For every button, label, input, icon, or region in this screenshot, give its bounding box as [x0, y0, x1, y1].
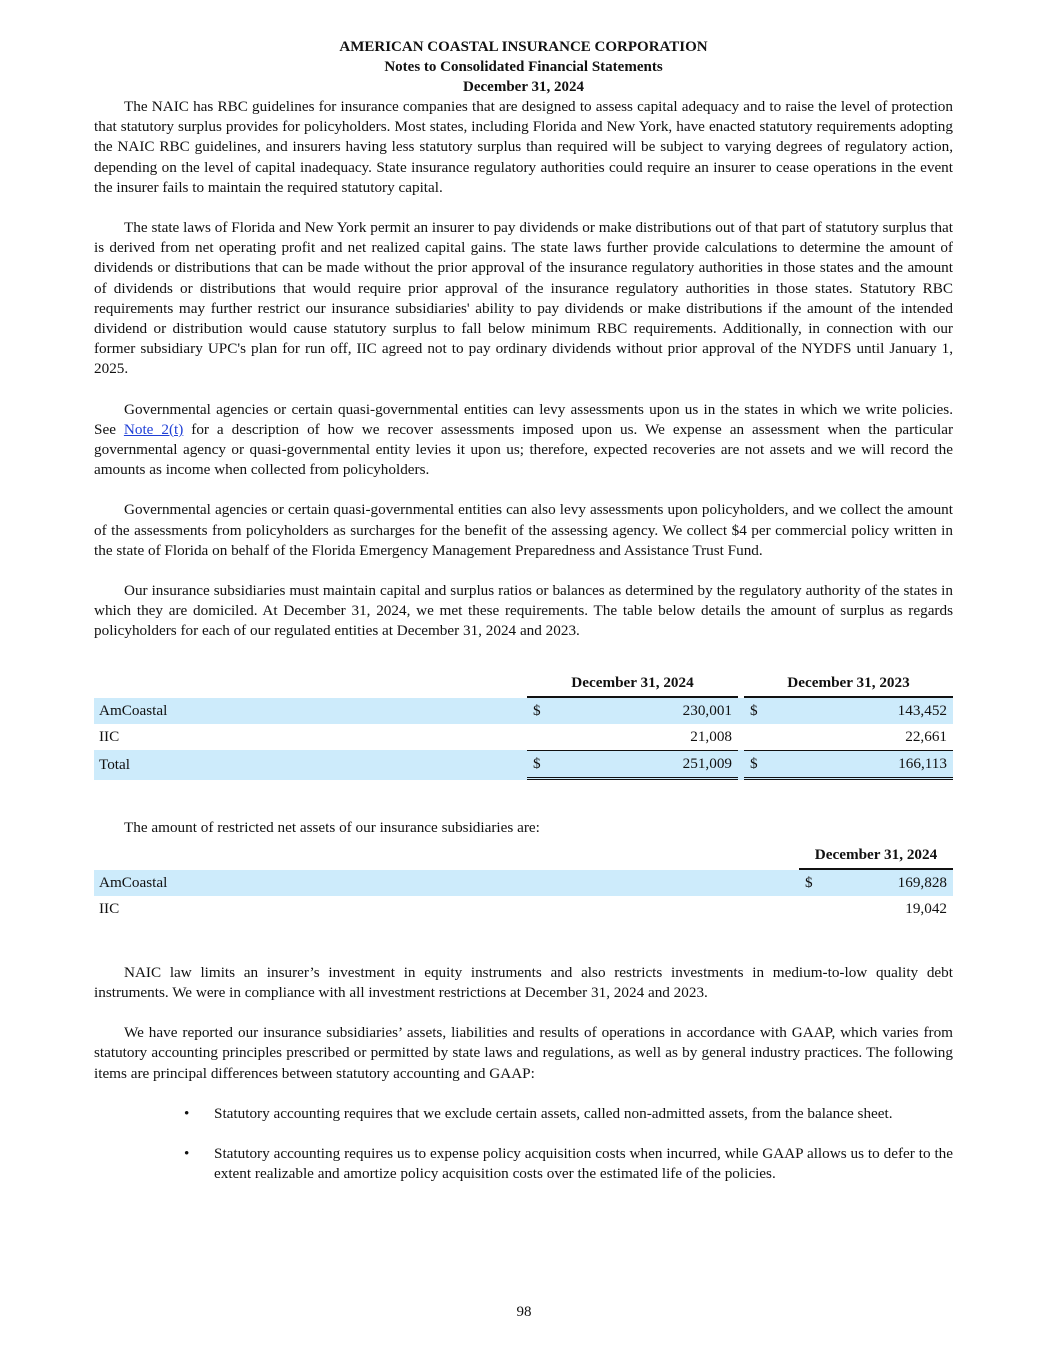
bullet-item: • Statutory accounting requires that we exclude certain assets, called non-admitted assets, from the balance sheet. — [214, 1104, 953, 1124]
table-row: AmCoastal $ 169,828 — [94, 870, 953, 896]
bullet-icon: • — [184, 1104, 190, 1122]
paragraph-investment-limits: NAIC law limits an insurer’s investment in equity instruments and also restricts investments in medium-to-low quality debt instruments. We were in compliance with all investment restrictions at December 31, 2024 and 2023. — [94, 963, 953, 1002]
column-header: December 31, 2023 — [744, 670, 953, 698]
paragraph-capital-requirements: Our insurance subsidiaries must maintain capital and surplus ratios or balances as determined by the regulatory authority of the states in which they are domiciled. At December 31, 2024, we met these requirements. The table below details the amount of surplus as regards policyholders for each of our regulated entities at December 31, 2024 and 2023. — [94, 582, 953, 640]
document-date: December 31, 2024 — [463, 79, 584, 95]
page-header — [94, 0, 953, 97]
paragraph-assessments-on-us: Governmental agencies or certain quasi-governmental entities can levy assessments upon us in the states in which we write policies. See Note 2(t) for a description of how we recover assessments imposed upon us. We expense an assessment when the particular governmental agency or quasi-governmental entity levies it upon us; therefore, expected recoveries are not assets and we will record the amounts as income when collected from policyholders. — [94, 400, 954, 479]
company-name: AMERICAN COASTAL INSURANCE CORPORATION — [339, 39, 708, 55]
document-subtitle: Notes to Consolidated Financial Statements — [384, 59, 663, 75]
surplus-table — [94, 670, 953, 780]
bullet-item: • Statutory accounting requires us to expense policy acquisition costs when incurred, while GAAP allows us to defer to the extent realizable and amortize policy acquisition costs over the estimated life of the policies. — [184, 1145, 953, 1183]
page-number: 98 — [516, 1304, 532, 1320]
table-row: AmCoastal $ 230,001 $ 143,452 — [94, 698, 953, 724]
note-2t-link[interactable]: Note 2(t) — [123, 420, 184, 438]
table-row: IIC 21,008 22,661 — [99, 727, 947, 745]
paragraph-assessments-on-policyholders: Governmental agencies or certain quasi-governmental entities can also levy assessments upon policyholders, and we collect the amount of the assessments from policyholders as surcharges for the benefit of the assessing agency. We collect $4 per commercial policy written in the state of Florida on behalf of the Florida Emergency Management Preparedness and Assistance Trust Fund. — [94, 501, 953, 559]
paragraph-restricted-assets: The amount of restricted net assets of our insurance subsidiaries are: — [124, 818, 540, 836]
paragraph-dividends: The state laws of Florida and New York permit an insurer to pay dividends or make distributions out of that part of statutory surplus that is derived from net operating profit and net realized capital gains. The state laws further provide calculations to determine the amount of dividends or distributions that can be made without the prior approval of the insurance regulatory authorities in those states and the amount of dividends or distributions that would require prior approval of the insurance regulatory authorities in those states. Statutory RBC requirements may further restrict our insurance subsidiaries' ability to pay dividends or make distributions if the amount of the intended dividend or distribution would cause statutory surplus to fall below minimum RBC requirements. Additionally, in connection with our former subsidiary UPC's plan for run off, IIC agreed not to pay ordinary dividends without prior approval of the NYDFS until January 1, 2025. — [94, 219, 953, 378]
column-header: December 31, 2024 — [527, 670, 738, 698]
bullet-icon: • — [184, 1145, 190, 1163]
table-row: IIC 19,042 — [99, 899, 947, 917]
column-header: December 31, 2024 — [799, 842, 953, 870]
paragraph-gaap-differences: We have reported our insurance subsidiaries’ assets, liabilities and results of operations in accordance with GAAP, which varies from statutory accounting principles prescribed or permitted by state laws and regulations, as well as by general industry practices. The following items are principal differences between statutory accounting and GAAP: — [94, 1024, 953, 1082]
restricted-assets-table — [94, 842, 953, 922]
document-page — [94, 0, 953, 1185]
table-row-total: Total $ 251,009 $ 166,113 — [94, 750, 953, 780]
paragraph-rbc-guidelines: The NAIC has RBC guidelines for insurance companies that are designed to assess capital adequacy and to raise the level of protection that statutory surplus provides for policyholders. Most states, including Florida and New York, have enacted statutory requirements adopting the NAIC RBC guidelines, and insurers having less statutory surplus than required will be subject to varying degrees of regulatory action, depending on the level of capital inadequacy. State insurance regulatory authorities could require an insurer to cease operations in the event the insurer fails to maintain the required statutory capital. — [94, 98, 953, 196]
